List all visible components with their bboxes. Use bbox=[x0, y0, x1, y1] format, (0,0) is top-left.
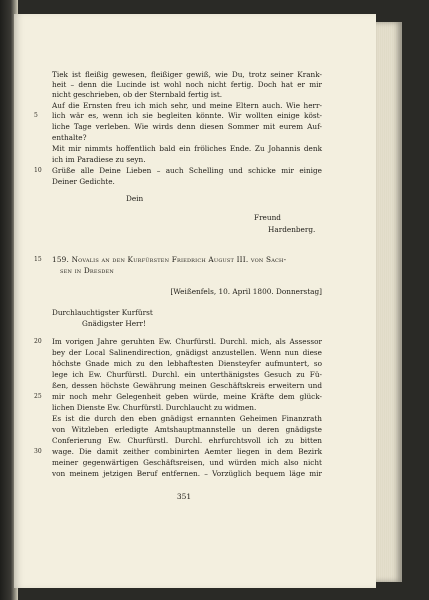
text-line: von Witzleben erledigte Amtshauptmannstelle un deren gnädigste bbox=[52, 425, 322, 434]
salutation: Durchlauchtigster Kurfürst bbox=[52, 308, 153, 317]
text-line: von meinem jetzigen Beruf entfernen. – Vorzüglich bequem läge mir bbox=[52, 469, 322, 478]
text-line: lich wär es, wenn ich sie begleiten könnte. Wir wollten einige köst- bbox=[52, 111, 322, 120]
line-number: 20 bbox=[34, 338, 42, 345]
text-line: mir noch mehr Gelegenheit geben würde, meine Kräfte dem glück- bbox=[52, 392, 322, 401]
line-number: 25 bbox=[34, 393, 42, 400]
line-number: 15 bbox=[34, 256, 42, 263]
letter-heading: 159. Novalis an den Kurfürsten Friedrich August III. von Sach- bbox=[52, 255, 287, 264]
text-line: heit – denn die Lucinde ist wohl noch nicht fertig. Doch hat er mir bbox=[52, 80, 322, 89]
text-line: bey der Local Salinendirection, gnädigst anzustellen. Wenn nun diese bbox=[52, 348, 322, 357]
text-line: lichen Dienste Ew. Churfürstl. Durchlaucht zu widmen. bbox=[52, 403, 257, 412]
text-line: Grüße alle Deine Lieben – auch Schelling und schicke mir einige bbox=[52, 166, 322, 175]
line-number: 30 bbox=[34, 448, 42, 455]
text-line: ich im Paradiese zu seyn. bbox=[52, 155, 146, 164]
closing-dein: Dein bbox=[126, 194, 144, 203]
text-line: nicht geschrieben, ob der Sternbald fertig ist. bbox=[52, 90, 223, 99]
text-line: Mit mir nimmts hoffentlich bald ein fröliches Ende. Zu Johannis denk bbox=[52, 144, 322, 153]
dateline: [Weißenfels, 10. April 1800. Donnerstag] bbox=[170, 287, 322, 296]
closing-freund: Freund bbox=[254, 213, 281, 222]
text-line: Tiek ist fleißig gewesen, fleißiger gewiß, wie Du, trotz seiner Krank- bbox=[52, 70, 322, 79]
text-line: meiner gegenwärtigen Geschäftsreisen, und würden mich also nicht bbox=[52, 458, 322, 467]
line-number: 5 bbox=[34, 112, 38, 119]
text-line: Es ist die durch den eben gnädigst ernannten Geheimen Finanzrath bbox=[52, 414, 322, 423]
text-line: ßen, dessen höchste Gewährung meinen Geschäftskreis erweitern und bbox=[52, 381, 322, 390]
text-line: Im vorigen Jahre geruhten Ew. Churfürstl. Durchl. mich, als Assessor bbox=[52, 337, 322, 346]
text-line: enthalte? bbox=[52, 133, 87, 142]
text-line: lege ich Ew. Churfürstl. Durchl. ein unterthänigstes Gesuch zu Fü- bbox=[52, 370, 322, 379]
page-number: 351 bbox=[176, 492, 192, 501]
text-line: wage. Die damit zeither combinirten Aemter liegen in dem Bezirk bbox=[52, 447, 322, 456]
salutation-2: Gnädigster Herr! bbox=[82, 319, 146, 328]
text-line: liche Tage verleben. Wie wirds denn diesen Sommer mit eurem Auf- bbox=[52, 122, 322, 131]
text-line: Auf die Ernsten freu ich mich sehr, und meine Eltern auch. Wie herr- bbox=[52, 101, 322, 110]
line-number: 10 bbox=[34, 167, 42, 174]
signature: Hardenberg. bbox=[268, 225, 316, 234]
letter-heading-cont: sen in Dresden bbox=[60, 266, 114, 275]
text-line: Deiner Gedichte. bbox=[52, 177, 115, 186]
text-line: Conferierung Ew. Churfürstl. Durchl. ehrfurchtsvoll ich zu bitten bbox=[52, 436, 322, 445]
page-edges bbox=[376, 22, 402, 582]
text-line: höchste Gnade mich zu den lebhaftesten Diensteyfer aufmuntert, so bbox=[52, 359, 322, 368]
book-page bbox=[14, 14, 376, 588]
